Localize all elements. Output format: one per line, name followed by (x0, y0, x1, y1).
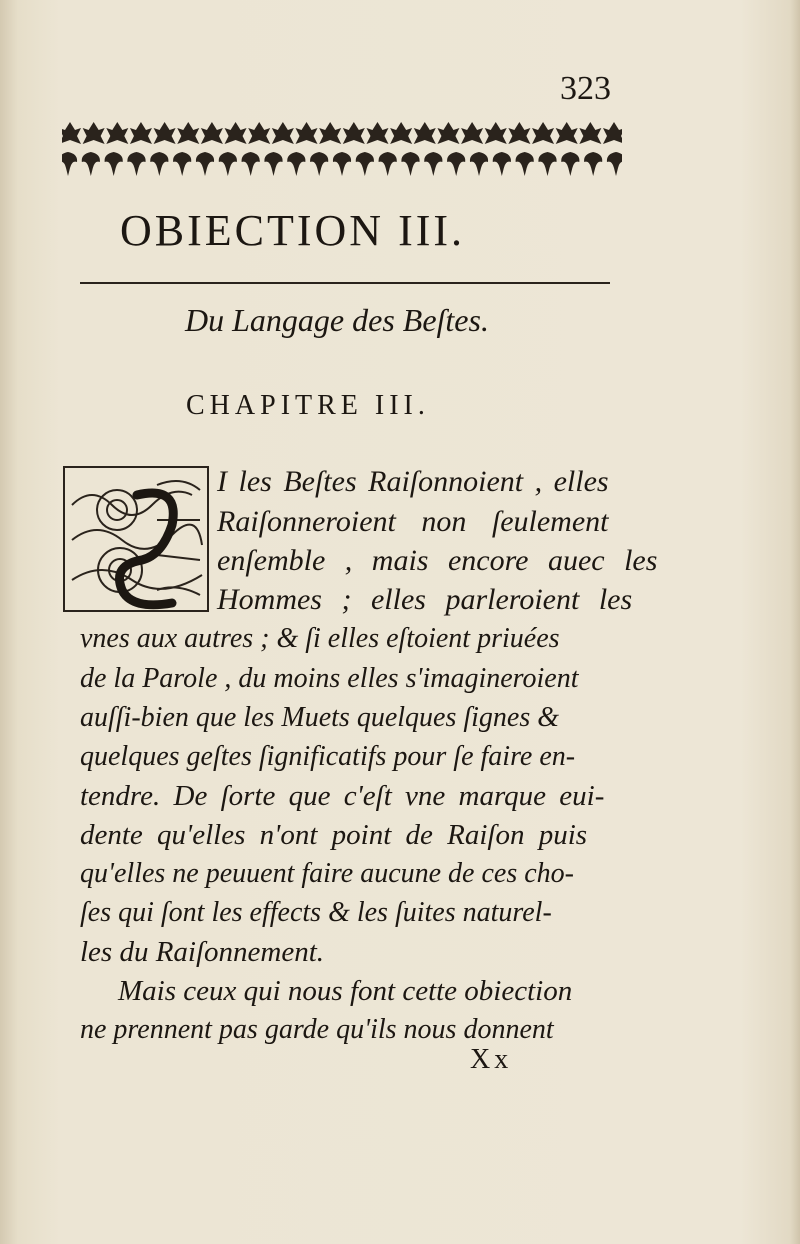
body-line: dente qu'elles n'ont point de Raiſon puis (80, 819, 588, 851)
body-line: de la Parole , du moins elles s'imagineroient (80, 663, 579, 694)
body-line: Hommes ; elles parleroient les (217, 583, 633, 616)
divider-rule (80, 282, 610, 284)
body-line: enſemble , mais encore auec les (217, 544, 658, 577)
body-line: Mais ceux qui nous font cette obiection (118, 975, 573, 1007)
page-number: 323 (560, 70, 611, 107)
ornament-band (62, 118, 622, 180)
body-line: tendre. De ſorte que c'eſt vne marque eui- (80, 780, 605, 812)
body-line: qu'elles ne peuuent faire aucune de ces cho- (80, 858, 574, 889)
section-subtitle: Du Langage des Beſtes. (185, 302, 489, 338)
body-line: Raiſonneroient non ſeulement (217, 505, 609, 538)
body-line: les du Raiſonnement. (80, 936, 325, 968)
body-line: ſes qui ſont les effects & les ſuites naturel- (80, 897, 552, 928)
body-line: ne prennent pas garde qu'ils nous donnent (80, 1014, 554, 1045)
chapter-heading: CHAPITRE III. (186, 390, 430, 421)
catchword: Xx (470, 1044, 513, 1075)
body-line: I les Beſtes Raiſonnoient , elles (217, 465, 609, 498)
body-line: quelques geſtes ſignificatifs pour ſe faire en- (80, 741, 576, 772)
body-line: auſſi-bien que les Muets quelques ſignes & (80, 702, 560, 733)
objection-heading: OBIECTION III. (120, 206, 466, 255)
decorated-initial-icon (62, 465, 210, 613)
body-line: vnes aux autres ; & ſi elles eſtoient priuées (80, 623, 560, 654)
